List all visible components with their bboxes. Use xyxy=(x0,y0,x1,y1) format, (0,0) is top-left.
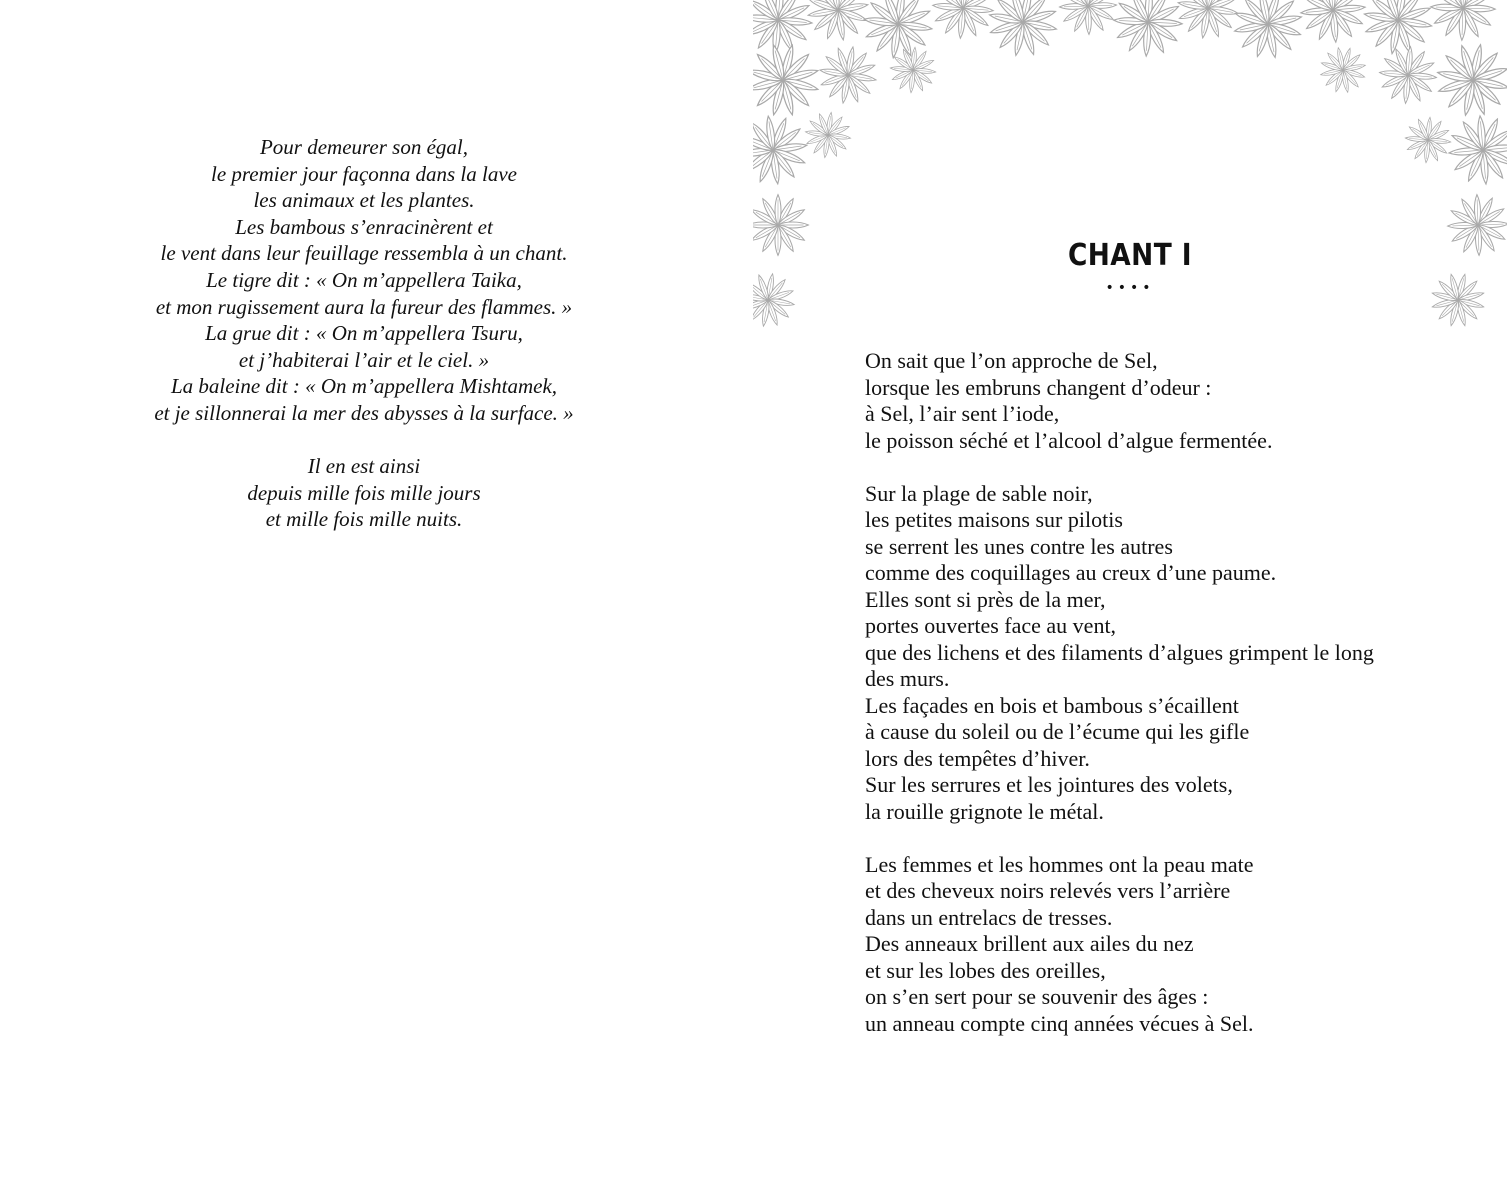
poem-line: à cause du soleil ou de l’écume qui les gifle xyxy=(865,719,1250,744)
poem-line: Sur la plage de sable noir, xyxy=(865,480,1093,506)
poem-line: Il en est ainsi xyxy=(307,454,421,479)
poem-line: les petites maisons sur pilotis xyxy=(865,507,1123,532)
poem-line: Les bambous s’enracinèrent et xyxy=(235,214,493,239)
poem-line: que des lichens et des filaments d’algues grimpent le long xyxy=(865,639,1374,665)
poem-line: et sur les lobes des oreilles, xyxy=(865,957,1106,983)
poem-line: Les façades en bois et bambous s’écaillent xyxy=(865,692,1239,718)
poem-line: se serrent les unes contre les autres xyxy=(865,533,1173,559)
poem-line: le poisson séché et l’alcool d’algue fermentée. xyxy=(865,427,1273,453)
poem-line: on s’en sert pour se souvenir des âges : xyxy=(865,984,1209,1009)
poem-line: lors des tempêtes d’hiver. xyxy=(865,745,1090,771)
poem-line: et des cheveux noirs relevés vers l’arrière xyxy=(865,878,1231,903)
foliage-top-band xyxy=(753,0,1507,67)
poem-line: dans un entrelacs de tresses. xyxy=(865,904,1113,930)
poem-line: On sait que l’on approche de Sel, xyxy=(865,348,1158,373)
stanza xyxy=(90,134,638,427)
poem-line: et j’habiterai l’air et le ciel. » xyxy=(238,347,490,372)
poem-line: lorsque les embruns changent d’odeur : xyxy=(865,374,1212,400)
poem-line: des murs. xyxy=(865,666,950,691)
poem-line: La grue dit : « On m’appellera Tsuru, xyxy=(205,321,523,346)
poem-line: Sur les serrures et les jointures des volets, xyxy=(865,772,1233,797)
poem-line: comme des coquillages au creux d’une paume. xyxy=(865,560,1277,585)
poem-line: Des anneaux brillent aux ailes du nez xyxy=(865,931,1194,956)
left-poem xyxy=(90,134,638,560)
poem-line: la rouille grignote le métal. xyxy=(865,798,1104,824)
poem-line: et mille fois mille nuits. xyxy=(265,507,463,532)
poem-line: portes ouvertes face au vent, xyxy=(865,613,1117,638)
poem-line: Elles sont si près de la mer, xyxy=(865,586,1106,612)
poem-line: à Sel, l’air sent l’iode, xyxy=(865,401,1060,426)
poem-line: les animaux et les plantes. xyxy=(253,188,475,213)
right-poem xyxy=(865,348,1465,1064)
stanza xyxy=(865,852,1465,1038)
stanza xyxy=(90,453,638,533)
poem-line: Les femmes et les hommes ont la peau mate xyxy=(865,851,1254,877)
poem-line: depuis mille fois mille jours xyxy=(247,480,481,505)
poem-line: le vent dans leur feuillage ressembla à un chant. xyxy=(160,241,568,266)
poem-line: Pour demeurer son égal, xyxy=(259,135,469,159)
chapter-title: CHANT I xyxy=(1067,238,1193,273)
poem-line: et mon rugissement aura la fureur des flammes. » xyxy=(155,294,573,319)
poem-line: La baleine dit : « On m’appellera Mishtamek, xyxy=(170,374,558,399)
poem-line: un anneau compte cinq années vécues à Sel. xyxy=(865,1010,1254,1036)
poem-line: le premier jour façonna dans la lave xyxy=(210,161,517,186)
left-page xyxy=(0,0,753,1200)
poem-line: Le tigre dit : « On m’appellera Taika, xyxy=(206,267,522,292)
stanza xyxy=(865,348,1465,454)
leaf-foliage-border xyxy=(753,0,1507,380)
stanza xyxy=(865,481,1465,826)
chapter-ornament: •••• xyxy=(1105,280,1155,296)
right-page xyxy=(753,0,1507,1200)
poem-line: et je sillonnerai la mer des abysses à la surface. » xyxy=(154,400,574,425)
